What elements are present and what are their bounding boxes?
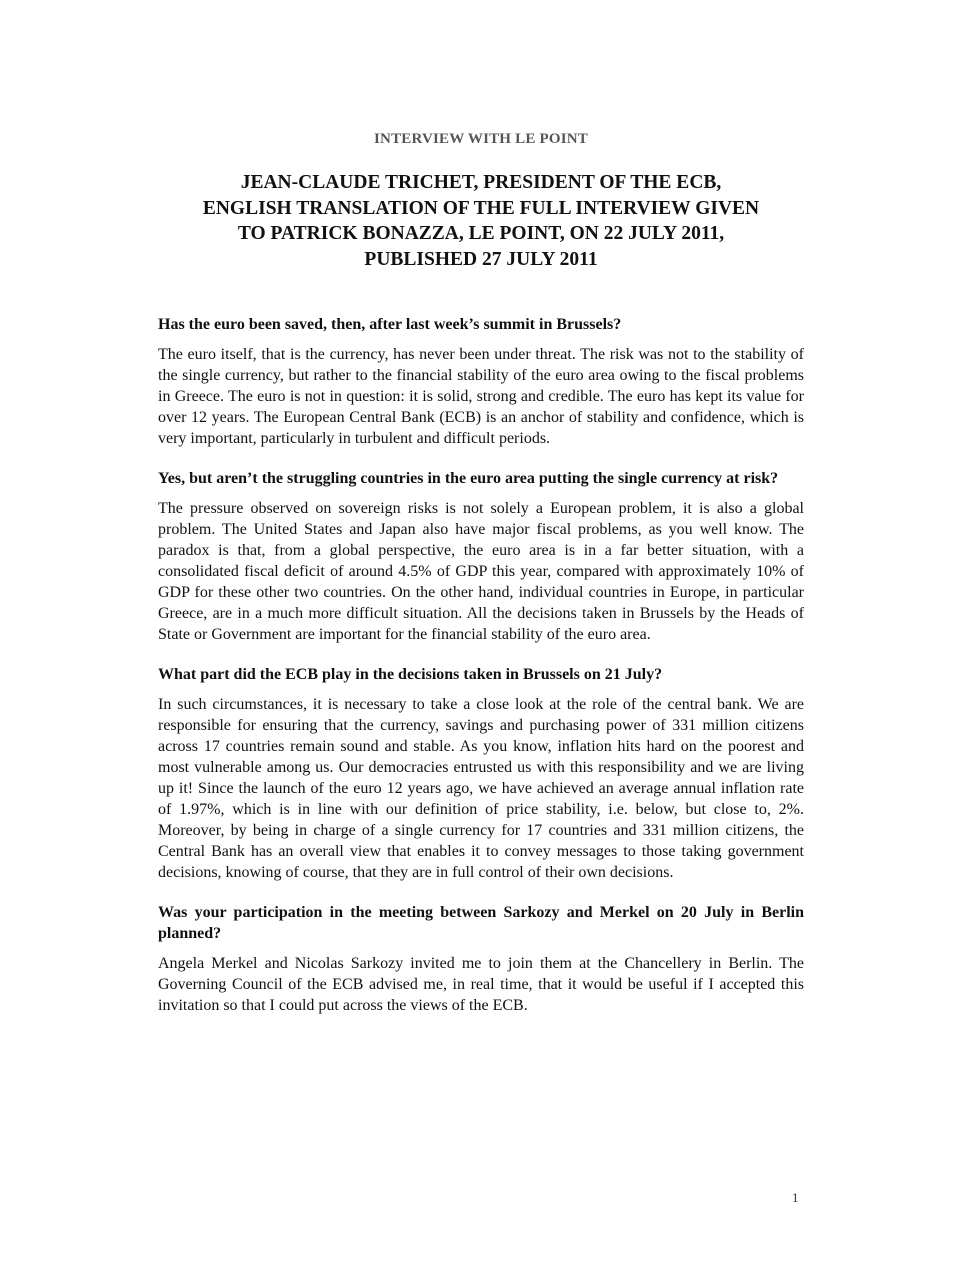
title-line: JEAN-CLAUDE TRICHET, PRESIDENT OF THE ECB, (240, 172, 722, 193)
question: Was your participation in the meeting between Sarkozy and Merkel on 20 July in Berlin planned? (158, 904, 804, 942)
page-number: 1 (792, 1190, 799, 1205)
title-line: ENGLISH TRANSLATION OF THE FULL INTERVIEW GIVEN (202, 197, 760, 219)
title-line: TO PATRICK BONAZZA, LE POINT, ON 22 JULY 2011, (237, 223, 725, 244)
title-line: PUBLISHED 27 JULY 2011 (364, 248, 598, 270)
qa-section-2 (158, 468, 804, 645)
qa-section-3 (158, 664, 804, 883)
qa-section-1 (158, 314, 804, 449)
question: What part did the ECB play in the decisions taken in Brussels on 21 July? (158, 666, 663, 683)
document-page (158, 128, 804, 1016)
answer: Angela Merkel and Nicolas Sarkozy invited me to join them at the Chancellery in Berlin. The Governing Council of the ECB advised me, in real time, that it would be useful if I accepted this invitation so that I could put across the views of the ECB. (158, 955, 804, 1014)
question: Yes, but aren’t the struggling countries in the euro area putting the single currency at risk? (158, 470, 779, 487)
answer: The euro itself, that is the currency, has never been under threat. The risk was not to the stability of the single currency, but rather to the financial stability of the euro area owing to the fiscal problems in Greece. The euro is not in question: it is solid, strong and credible. The euro has kept its value for over 12 years. The European Central Bank (ECB) is an anchor of stability and confidence, which is very important, particularly in turbulent and difficult periods. (158, 346, 804, 447)
answer: In such circumstances, it is necessary to take a close look at the role of the central bank. We are responsible for ensuring that the currency, savings and purchasing power of 331 million citizens across 17 countries remain sound and stable. As you know, inflation hits hard on the poorest and most vulnerable among us. Our democracies entrusted us with this responsibility and we are living up it! Since the launch of the euro 12 years ago, we have achieved an average annual inflation rate of 1.97%, which is in line with our definition of price stability, i.e. below, but close to, 2%. Moreover, by being in charge of a single currency for 17 countries and 331 million citizens, the Central Bank has an overall view that enables it to convey messages to those taking government decisions, knowing of course, that they are in full control of their own decisions. (158, 696, 804, 881)
answer: The pressure observed on sovereign risks is not solely a European problem, it is also a global problem. The United States and Japan also have major fiscal problems, as you well know. The paradox is that, from a global perspective, the euro area is in a far better situation, with a consolidated fiscal deficit of around 4.5% of GDP this year, compared with approximately 10% of GDP for these other two countries. On the other hand, individual countries in Europe, in particular Greece, are in a much more difficult situation. All the decisions taken in Brussels by the Heads of State or Government are important for the financial stability of the euro area. (158, 500, 804, 643)
qa-section-4 (158, 902, 804, 1016)
document-kicker: INTERVIEW WITH LE POINT (374, 131, 588, 147)
document-title (158, 170, 804, 272)
question: Has the euro been saved, then, after last week’s summit in Brussels? (158, 316, 622, 333)
